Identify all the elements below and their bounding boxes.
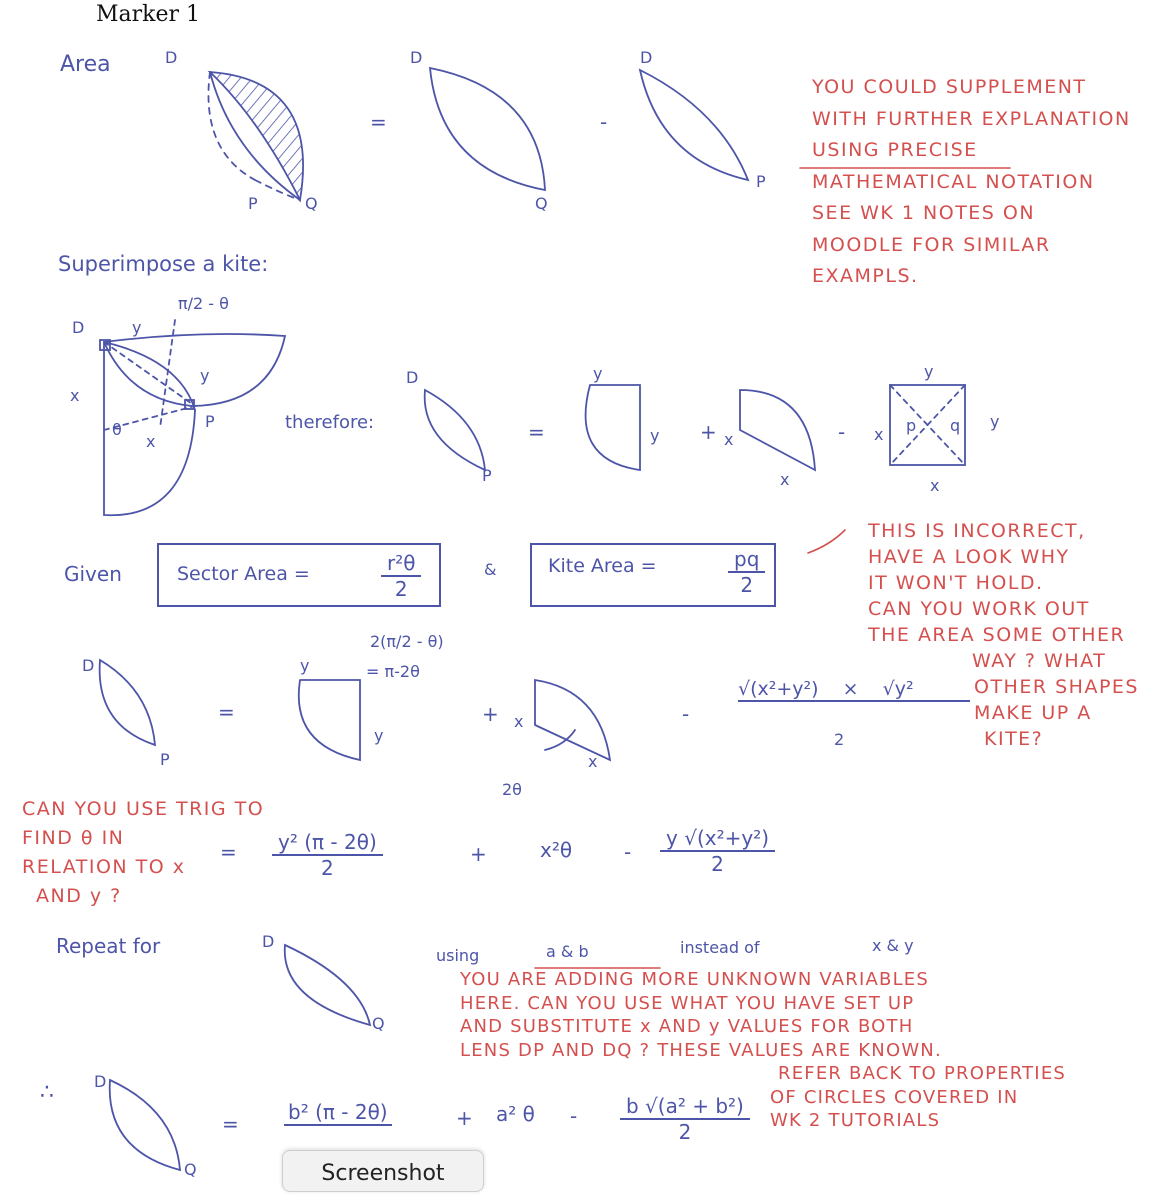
angle-label: 2θ bbox=[502, 780, 522, 799]
side-label: x bbox=[724, 430, 734, 449]
point-label: Q bbox=[372, 1014, 385, 1033]
kite-area-denominator: 2 bbox=[834, 730, 845, 749]
diagonal-label: q bbox=[950, 416, 961, 435]
final-term-2: a² θ bbox=[496, 1102, 535, 1126]
point-label: P bbox=[205, 412, 215, 431]
minus-sign: - bbox=[570, 1104, 578, 1128]
sector-area-box bbox=[157, 543, 441, 607]
angle-label: π/2 - θ bbox=[178, 294, 229, 313]
term-3-fraction: $\frac{\text{y √(x²+y²)}}{2}$ bbox=[660, 826, 775, 876]
given-label: Given bbox=[64, 562, 122, 586]
feedback-note-3: CAN YOU USE TRIG TO FIND θ IN RELATION TO x AND y ? bbox=[22, 798, 265, 907]
kite-area-label: Kite Area = bbox=[548, 555, 657, 577]
therefore-symbol: ∴ bbox=[40, 1080, 54, 1105]
side-label: x bbox=[874, 425, 884, 444]
sector-area-fraction: $\frac{\text{r²θ}}{2}$ bbox=[381, 551, 421, 601]
point-label: Q bbox=[184, 1160, 197, 1179]
minus-sign: - bbox=[838, 420, 846, 444]
equals-sign: = bbox=[370, 110, 387, 134]
side-label: x bbox=[70, 386, 80, 405]
superimpose-label: Superimpose a kite: bbox=[58, 252, 269, 276]
point-label: D bbox=[640, 48, 653, 67]
side-label: y bbox=[300, 656, 310, 675]
equals-sign: = bbox=[528, 420, 545, 444]
point-label: D bbox=[262, 932, 275, 951]
final-term-1: b² (π - 2θ) bbox=[284, 1100, 392, 1126]
point-label: D bbox=[82, 656, 95, 675]
point-label: P bbox=[248, 194, 258, 213]
point-label: D bbox=[72, 318, 85, 337]
xy-label: x & y bbox=[872, 936, 914, 955]
diagonal-label: p bbox=[906, 416, 917, 435]
equals-sign: = bbox=[222, 1112, 239, 1136]
side-label: y bbox=[374, 726, 384, 745]
feedback-note-4: YOU ARE ADDING MORE UNKNOWN VARIABLES HERE. CAN YOU USE WHAT YOU HAVE SET UP AND SUBSTITUTE x AND y VALUES FOR BOTH LENS DP AND DQ ? THESE VALUES ARE KNOWN. REFER BACK TO PROPERTIES OF CIRCLES COVERED IN WK 2 TUTORIALS bbox=[460, 969, 1067, 1131]
kite-area-numerator: √(x²+y²) × √y² bbox=[738, 678, 970, 702]
side-label: y bbox=[593, 364, 603, 383]
point-label: D bbox=[165, 48, 178, 67]
feedback-note-1: YOU COULD SUPPLEMENT WITH FURTHER EXPLANATION USING PRECISE MATHEMATICAL NOTATION SEE WK 1 NOTES ON MOODLE FOR SIMILAR EXAMPLS. bbox=[812, 76, 1131, 287]
therefore-label: therefore: bbox=[285, 412, 375, 433]
term-1-fraction: $\frac{\text{y² (π - 2θ)}}{2}$ bbox=[272, 830, 383, 880]
side-label: x bbox=[588, 752, 598, 771]
screenshot-button[interactable]: Screenshot bbox=[282, 1150, 484, 1192]
instead-label: instead of bbox=[680, 938, 760, 957]
minus-sign: - bbox=[624, 840, 632, 864]
plus-sign: + bbox=[456, 1106, 473, 1130]
side-label: y bbox=[132, 318, 142, 337]
using-label: using bbox=[436, 946, 480, 965]
side-label: y bbox=[650, 426, 660, 445]
side-label: x bbox=[780, 470, 790, 489]
side-label: y bbox=[200, 366, 210, 385]
final-term-3-fraction: $\frac{\text{b √(a² + b²)}}{2}$ bbox=[620, 1094, 750, 1144]
side-label: x bbox=[514, 712, 524, 731]
point-label: P bbox=[160, 750, 170, 769]
feedback-note-2: THIS IS INCORRECT, HAVE A LOOK WHY IT WON'T HOLD. CAN YOU WORK OUT THE AREA SOME OTHER WAY ? WHAT OTHER SHAPES MAKE UP A KITE? bbox=[868, 520, 1139, 750]
side-label: y bbox=[924, 362, 934, 381]
side-label: y bbox=[990, 412, 1000, 431]
repeat-label: Repeat for bbox=[56, 934, 161, 958]
minus-sign: - bbox=[682, 702, 690, 726]
point-label: Q bbox=[305, 194, 318, 213]
point-label: P bbox=[756, 172, 766, 191]
point-label: Q bbox=[535, 194, 548, 213]
kite-area-box bbox=[530, 543, 776, 607]
ab-label: a & b bbox=[546, 942, 589, 961]
term-2: x²θ bbox=[540, 838, 573, 862]
equals-sign: = bbox=[218, 700, 235, 724]
angle-note: 2(π/2 - θ) bbox=[370, 632, 444, 651]
marker-title: Marker 1 bbox=[96, 2, 201, 27]
point-label: D bbox=[94, 1072, 107, 1091]
kite-area-fraction: $\frac{pq}{2}$ bbox=[728, 547, 765, 597]
angle-note: = π-2θ bbox=[366, 662, 420, 681]
sector-area-label: Sector Area = bbox=[177, 563, 310, 585]
plus-sign: + bbox=[482, 702, 499, 726]
area-label: Area bbox=[60, 52, 111, 77]
plus-sign: + bbox=[470, 842, 487, 866]
point-label: D bbox=[410, 48, 423, 67]
ampersand: & bbox=[484, 560, 497, 579]
point-label: P bbox=[482, 466, 492, 485]
angle-label: θ bbox=[112, 420, 122, 439]
side-label: x bbox=[930, 476, 940, 495]
plus-sign: + bbox=[700, 420, 717, 444]
side-label: x bbox=[146, 432, 156, 451]
point-label: D bbox=[406, 368, 419, 387]
minus-sign: - bbox=[600, 110, 608, 134]
equals-sign: = bbox=[220, 840, 237, 864]
